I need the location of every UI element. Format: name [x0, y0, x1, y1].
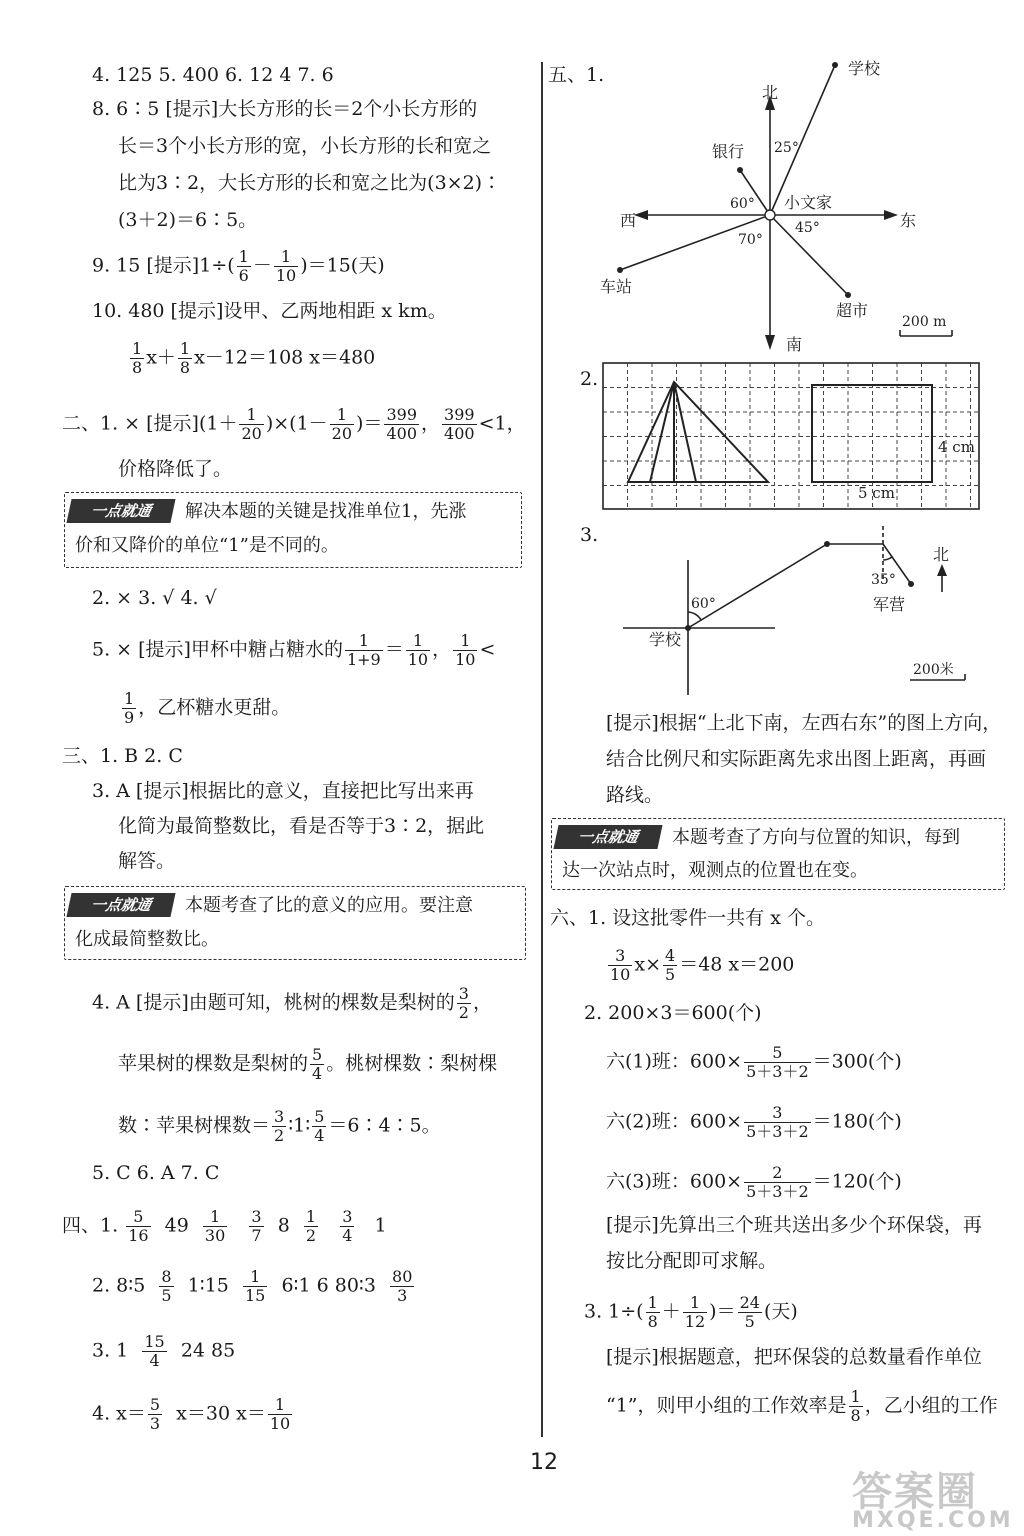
answer-line: 2. 200×3＝600(个)	[584, 1002, 762, 1024]
text: 3. 1÷(	[584, 1300, 644, 1323]
market-label: 超市	[836, 301, 869, 320]
fraction	[738, 1294, 762, 1331]
fraction	[148, 1396, 162, 1433]
watermark-bottom: MXQE.COM	[852, 1508, 1014, 1533]
text: －	[252, 254, 272, 277]
angle-label: 45°	[795, 220, 820, 236]
denominator: 5	[744, 1312, 755, 1331]
answer-line: 4. 125 5. 400 6. 12 4 7. 6	[92, 64, 334, 86]
text: ＝48 x＝200	[679, 953, 795, 976]
fraction	[239, 406, 263, 443]
tip-text: 化成最简整数比。	[75, 929, 219, 950]
numerator: 1	[238, 247, 249, 266]
tip-text: 本题考查了比的意义的应用。要注意	[185, 895, 473, 916]
home-label: 小文家	[784, 193, 833, 212]
tip-box	[551, 818, 1005, 890]
denominator: 12	[684, 1312, 706, 1331]
hint-line: 结合比例尺和实际距离先求出图上距离，再画	[606, 748, 987, 770]
numerator: 1	[683, 1294, 707, 1313]
tip-badge: 一点就通	[66, 499, 175, 523]
hint-line: 路线。	[606, 784, 664, 806]
denominator: 10	[407, 650, 429, 669]
fraction	[126, 1208, 150, 1245]
text: “1”，则甲小组的工作效率是	[606, 1394, 847, 1417]
text: ，	[421, 412, 441, 435]
answer-line	[118, 1046, 497, 1083]
numerator: 399	[386, 405, 417, 424]
fraction	[178, 340, 192, 377]
numerator: 1	[124, 689, 135, 708]
fraction	[203, 1208, 227, 1245]
text: 二、1. × [提示](1＋	[62, 412, 238, 435]
angle-label: 60°	[691, 596, 716, 612]
bank-label: 银行	[712, 142, 745, 161]
answer-line	[120, 690, 290, 727]
text: )＝	[709, 1300, 736, 1323]
angle-label: 60°	[730, 196, 755, 212]
tip-text: 解决本题的关键是找准单位1，先涨	[185, 501, 467, 522]
fraction	[457, 985, 471, 1022]
section-4-q3	[92, 1333, 235, 1370]
text: 数∶苹果树棵数＝	[118, 1114, 271, 1137]
denominator: 10	[275, 266, 297, 285]
denominator: 3	[397, 1286, 408, 1305]
numerator: 5	[312, 1045, 323, 1064]
fraction	[159, 1268, 173, 1305]
text: ，	[432, 638, 452, 661]
fraction	[384, 406, 419, 443]
numerator: 5	[126, 1208, 150, 1227]
numerator: 1	[453, 632, 477, 651]
numerator: 1	[406, 632, 430, 651]
fraction	[142, 1333, 166, 1370]
section-2-q1	[62, 406, 526, 443]
answer-line: 8. 6∶5 [提示]大长方形的长＝2个小长方形的	[92, 98, 478, 120]
denominator: 5	[161, 1286, 172, 1305]
south-arrow-icon	[765, 335, 775, 350]
numerator: 2	[744, 1164, 811, 1183]
tip-text: 本题考查了方向与位置的知识，每到	[672, 827, 960, 848]
text: ∶1∶	[288, 1114, 311, 1137]
watermark	[838, 1460, 1024, 1536]
numerator: 3	[458, 984, 469, 1003]
column-divider	[541, 62, 543, 1437]
route-diagram	[615, 520, 985, 700]
denominator: 7	[251, 1226, 262, 1245]
fraction	[683, 1294, 707, 1331]
denominator: 10	[610, 965, 631, 984]
numerator: 3	[744, 1104, 811, 1123]
numerator: 24	[739, 1293, 760, 1312]
equation-line	[128, 340, 375, 377]
denominator: 15	[244, 1286, 266, 1305]
answer-line	[92, 632, 495, 669]
fraction	[130, 340, 144, 377]
fraction	[442, 406, 477, 443]
denominator: 4	[314, 1126, 325, 1145]
text: 六(3)班：600×	[606, 1170, 743, 1193]
fraction	[663, 947, 677, 984]
text: 5. × [提示]甲杯中糖占糖水的	[92, 638, 343, 661]
fraction	[237, 248, 251, 285]
school-label: 学校	[848, 60, 881, 78]
text: x＋	[146, 346, 176, 369]
text: ，	[472, 991, 492, 1014]
text: 3. 1	[92, 1339, 129, 1362]
text: ，乙杯糖水更甜。	[138, 696, 291, 719]
east-arrow-icon	[884, 210, 898, 220]
text: ，乙小组的工作	[864, 1394, 998, 1417]
section-4-q2	[92, 1268, 416, 1305]
numerator: 3	[342, 1207, 353, 1226]
text: 1	[374, 1214, 387, 1237]
triangle-line	[650, 382, 674, 482]
east-label: 东	[900, 211, 917, 230]
text: )×(1－	[265, 412, 328, 435]
fraction	[744, 1044, 811, 1081]
school-label: 学校	[649, 630, 682, 649]
answer-line: 价格降低了。	[118, 458, 233, 480]
numerator: 5	[744, 1044, 811, 1063]
numerator: 1	[330, 406, 354, 425]
denominator: 30	[204, 1226, 226, 1245]
fraction	[608, 947, 632, 984]
fraction	[312, 1108, 326, 1145]
angle-label: 25°	[774, 140, 799, 156]
answer-line: 2. × 3. √ 4. √	[92, 587, 217, 609]
numerator: 5	[314, 1107, 325, 1126]
answer-line: 解答。	[118, 850, 176, 872]
text: ＝6∶4∶5。	[328, 1114, 441, 1137]
numerator: 1	[274, 248, 298, 267]
answer-line: (3＋2)＝6∶5。	[118, 209, 258, 231]
numerator: 1	[345, 632, 383, 651]
denominator: 4	[342, 1226, 353, 1245]
denominator: 3	[149, 1414, 161, 1433]
text: ＋	[661, 1300, 681, 1323]
numerator: 1	[179, 339, 191, 358]
denominator: 5＋3＋2	[746, 1062, 809, 1081]
hint-line	[606, 1388, 998, 1425]
denominator: 5	[665, 965, 676, 984]
school-point	[685, 625, 691, 631]
numerator: 4	[665, 946, 676, 965]
north-label: 北	[933, 545, 950, 564]
denominator: 4	[149, 1351, 160, 1370]
denominator: 6	[238, 266, 249, 285]
fraction	[340, 1208, 354, 1245]
text: 49	[164, 1214, 189, 1237]
home-point	[765, 210, 775, 220]
tip-badge: 一点就通	[66, 893, 175, 917]
fraction	[310, 1046, 324, 1083]
class-line	[606, 1044, 902, 1081]
grid-diagram	[600, 360, 982, 512]
north-label: 北	[762, 83, 779, 102]
denominator: 8	[179, 358, 191, 377]
tip-text: 达一次站点时，观测点的位置也在变。	[562, 860, 868, 881]
direction-diagram	[590, 60, 1020, 355]
fraction	[330, 406, 354, 443]
denominator: 20	[331, 424, 353, 443]
text: 4. x＝	[92, 1402, 146, 1425]
denominator: 10	[269, 1414, 291, 1433]
denominator: 20	[241, 424, 262, 443]
text: ＝180(个)	[812, 1110, 902, 1133]
text: )＝	[356, 412, 383, 435]
text: 1∶15	[187, 1274, 229, 1297]
numerator: 1	[132, 339, 143, 358]
answer-line: 比为3∶2，大长方形的长和宽之比为(3×2)∶	[118, 172, 502, 194]
fraction	[274, 248, 298, 285]
hint-line: [提示]根据题意，把环保袋的总数量看作单位	[606, 1346, 982, 1368]
page-number: 12	[530, 1450, 558, 1475]
text: x×	[634, 953, 661, 976]
numerator: 3	[274, 1107, 285, 1126]
bank-point	[737, 167, 743, 173]
answer-line: 长＝3个小长方形的宽，小长方形的长和宽之	[118, 135, 492, 157]
fraction	[272, 1108, 286, 1145]
text: 。桃树棵数∶梨树棵	[326, 1052, 498, 1075]
numerator: 8	[161, 1267, 172, 1286]
angle-arc	[688, 612, 701, 620]
denominator: 16	[128, 1226, 149, 1245]
numerator: 1	[647, 1293, 658, 1312]
text: 24 85	[180, 1339, 236, 1362]
station-point	[617, 267, 623, 273]
west-label: 西	[620, 211, 637, 230]
angle-label: 70°	[738, 232, 763, 248]
route-segment	[688, 544, 827, 628]
scale-label: 200 m	[902, 314, 947, 330]
hint-line: [提示]根据“上北下南，左西右东”的图上方向，	[606, 712, 1002, 734]
text: ＝120(个)	[812, 1170, 902, 1193]
angle-arc	[883, 557, 892, 560]
denominator: 4	[312, 1064, 323, 1083]
answer-line	[118, 1108, 441, 1145]
denominator: 5＋3＋2	[746, 1122, 809, 1141]
angle-label: 35°	[871, 572, 896, 588]
fraction	[406, 632, 430, 669]
text: 苹果树的棵数是梨树的	[118, 1052, 309, 1075]
answer-line: 3. A [提示]根据比的意义，直接把比写出来再	[92, 780, 474, 802]
numerator: 1	[243, 1268, 267, 1287]
numerator: 1	[203, 1208, 227, 1227]
tip-text: 价和又降价的单位“1”是不同的。	[75, 535, 339, 556]
fraction	[849, 1388, 863, 1425]
text: )＝15(天)	[300, 254, 385, 277]
text: 四、1.	[62, 1214, 119, 1237]
denominator: 9	[124, 708, 135, 727]
denominator: 8	[850, 1406, 861, 1425]
answer-line: 5. C 6. A 7. C	[92, 1162, 220, 1184]
north-arrow-icon	[937, 564, 947, 576]
text: 2. 8∶5	[92, 1274, 146, 1297]
section-6-q3	[584, 1294, 798, 1331]
fraction	[243, 1268, 267, 1305]
section-4-q1	[62, 1208, 387, 1245]
triangle-line	[674, 382, 696, 482]
denominator: 2	[305, 1226, 317, 1245]
denominator: 2	[458, 1003, 469, 1022]
watermark-top: 答案圈	[852, 1469, 978, 1515]
numerator: 3	[608, 947, 632, 966]
section-5-label: 五、1.	[548, 64, 605, 86]
text: <	[479, 638, 496, 661]
camp-point	[908, 581, 914, 587]
text: 8	[277, 1214, 290, 1237]
market-point	[845, 292, 851, 298]
section-6-q1: 六、1. 设这批零件一共有 x 个。	[550, 907, 825, 929]
answer-line-10: 10. 480 [提示]设甲、乙两地相距 x km。	[92, 300, 447, 322]
numerator: 399	[444, 405, 475, 424]
text: ＝	[384, 638, 404, 661]
numerator: 5	[149, 1395, 161, 1414]
hint-line: 按比分配即可求解。	[606, 1250, 778, 1272]
text: (天)	[763, 1300, 798, 1323]
denominator: 400	[444, 424, 475, 443]
numerator: 1	[305, 1207, 317, 1226]
rect-height-label: 4 cm	[938, 438, 975, 456]
denominator: 8	[132, 358, 143, 377]
text: 4. A [提示]由题可知，桃树的棵数是梨树的	[92, 991, 455, 1014]
fraction	[646, 1294, 660, 1331]
class-line	[606, 1164, 902, 1201]
section-4-q4	[92, 1396, 294, 1433]
text: ＝300(个)	[812, 1050, 902, 1073]
hint-line: [提示]先算出三个班共送出多少个环保袋，再	[606, 1214, 982, 1236]
fraction	[268, 1396, 292, 1433]
text: 9. 15 [提示]1÷(	[92, 254, 235, 277]
class-line	[606, 1104, 902, 1141]
south-label: 南	[786, 335, 803, 354]
answer-line: 化简为最简整数比，看是否等于3∶2，据此	[118, 815, 485, 837]
station-label: 车站	[600, 277, 633, 296]
tip-box	[64, 492, 522, 568]
numerator: 1	[850, 1387, 861, 1406]
fraction	[304, 1208, 318, 1245]
rect-width-label: 5 cm	[858, 484, 895, 502]
tip-badge: 一点就通	[553, 825, 662, 849]
denominator: 1+9	[346, 650, 381, 669]
q3-label: 3.	[580, 524, 599, 546]
numerator: 1	[268, 1396, 292, 1415]
text: x－12＝108 x＝480	[194, 346, 376, 369]
school-point	[832, 62, 838, 68]
west-arrow-icon	[634, 210, 648, 220]
fraction	[744, 1164, 811, 1201]
text: <1，	[478, 412, 526, 435]
turn-point	[824, 541, 830, 547]
large-triangle	[628, 382, 768, 482]
numerator: 80	[392, 1267, 413, 1286]
fraction	[744, 1104, 811, 1141]
numerator: 1	[239, 406, 263, 425]
section-3: 三、1. B 2. C	[62, 745, 183, 767]
denominator: 10	[455, 650, 476, 669]
numerator: 3	[251, 1207, 262, 1226]
numerator: 15	[144, 1332, 165, 1351]
equation-line	[606, 947, 794, 984]
text: 六(2)班：600×	[606, 1110, 743, 1133]
fraction	[122, 690, 136, 727]
text: x＝30 x＝	[176, 1402, 266, 1425]
fraction	[345, 632, 383, 669]
answer-line	[92, 985, 492, 1022]
camp-label: 军营	[873, 595, 906, 614]
answer-line-9	[92, 248, 385, 285]
fraction	[390, 1268, 414, 1305]
tip-box	[64, 886, 526, 960]
fraction	[453, 632, 477, 669]
scale-label: 200米	[913, 662, 954, 678]
text: 6∶1 6 80∶3	[281, 1274, 376, 1297]
denominator: 8	[647, 1312, 658, 1331]
denominator: 400	[386, 424, 417, 443]
q2-label: 2.	[580, 368, 599, 390]
fraction	[249, 1208, 263, 1245]
text: 六(1)班：600×	[606, 1050, 743, 1073]
denominator: 2	[274, 1126, 285, 1145]
denominator: 5＋3＋2	[746, 1182, 809, 1201]
